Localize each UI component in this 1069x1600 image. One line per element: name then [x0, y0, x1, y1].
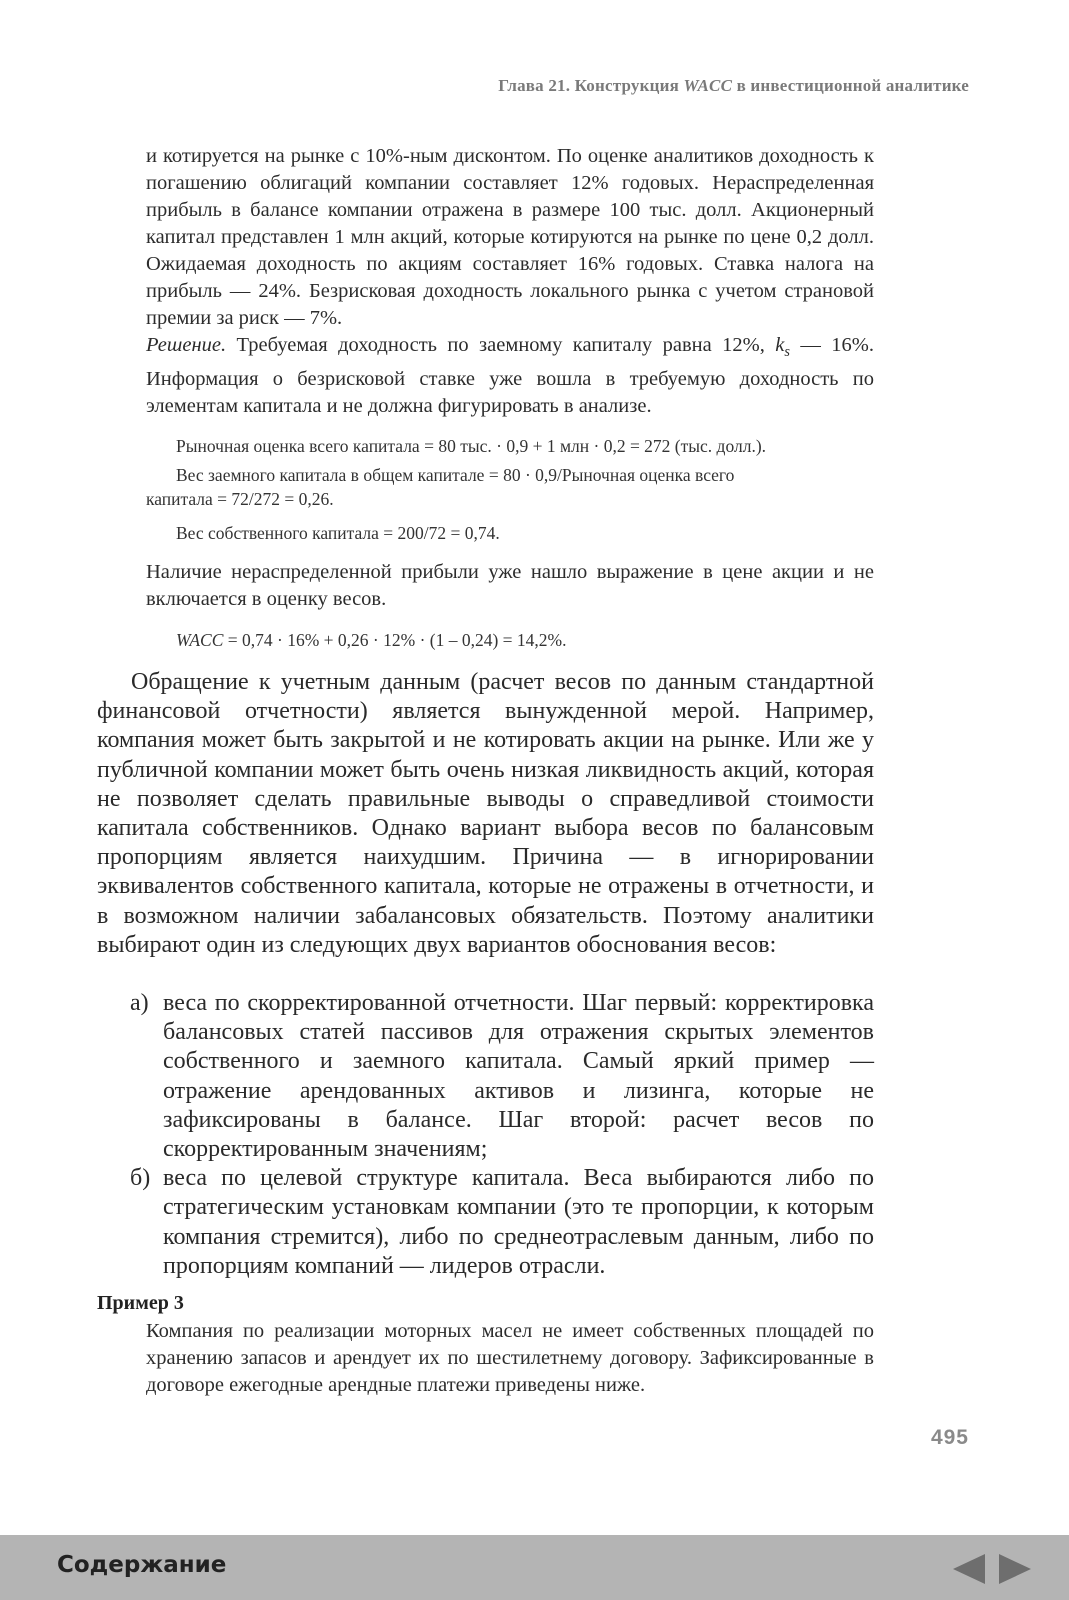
formula-wacc [176, 630, 567, 651]
list-item [130, 989, 874, 1164]
header-wacc: WACC [683, 76, 733, 95]
solution-label: Решение. [146, 334, 227, 356]
contents-link[interactable]: Содержание [57, 1552, 227, 1578]
list-item-text: веса по целевой структуре капитала. Веса выбираются либо по стратегическим установкам компании (это те пропорции, к которым компания стремится), либо по среднеотраслевым данным, либо по пропорциям компаний — лидеров отрасли. [163, 1165, 874, 1279]
running-header [498, 76, 969, 96]
example-block [146, 143, 874, 420]
wacc-label: WACC [176, 630, 224, 650]
example-paragraph-2 [146, 559, 874, 613]
page-number: 495 [930, 1426, 969, 1449]
next-page-icon[interactable] [999, 1554, 1031, 1584]
list-item [130, 1164, 874, 1281]
example3-text: Компания по реализации моторных масел не имеет собственных площадей по хранению запасов и арендует их по шестилетнему договору. Зафиксированные в договоре ежегодные арендные платежи приведены ниже. [146, 1320, 874, 1396]
header-prefix: Глава 21. Конструкция [498, 76, 684, 95]
formula-equity-weight: Вес собственного капитала = 200/72 = 0,74. [176, 523, 500, 543]
example3-title: Пример 3 [97, 1292, 184, 1314]
solution-text-a: Требуемая доходность по заемному капиталу равна 12%, [226, 334, 776, 356]
header-suffix: в инвестиционной аналитике [732, 76, 969, 95]
k-symbol: k [775, 334, 785, 356]
retained-earnings-note: Наличие нераспределенной прибыли уже нашло выражение в цене акции и не включается в оценку весов. [146, 561, 874, 610]
navigation-bar [0, 1535, 1069, 1600]
list-item-text: веса по скорректированной отчетности. Шаг первый: корректировка балансовых статей пассивов для отражения скрытых элементов собственного и заемного капитала. Самый яркий пример — отражение арендованных активов и лизинга, которые не зафиксированы в балансе. Шаг второй: расчет весов по скорректированным значениям; [163, 990, 874, 1163]
main-paragraph: Обращение к учетным данным (расчет весов по данным стандартной финансовой отчетности) является вынужденной мерой. Например, компания может быть закрытой и не котировать акции на рынке. Или же у публичной компании может быть очень низкая ликвидность акций, которая не позволяет сделать правильные выводы о справедливой стоимости капитала собственников. Однако вариант выбора весов по балансовым пропорциям является наихудшим. Причина — в игнорировании эквивалентов собственного капитала, которые не отражены в отчетности, и в возможном наличии забалансовых обязательств. Поэтому аналитики выбирают один из следующих двух вариантов обоснования весов: [97, 669, 874, 958]
k-subscript: s [784, 344, 790, 361]
solution-text-b: — 16%. Информация о безрисковой ставке уже вошла в требуемую доходность по элементам капитала и не должна фигурировать в анализе. [146, 334, 874, 418]
options-list [130, 989, 874, 1281]
main-body [97, 668, 874, 960]
formula-debt-weight-line1: Вес заемного капитала в общем капитале = 80 · 0,9/Рыночная оценка всего [176, 465, 735, 485]
prev-page-icon[interactable] [953, 1554, 985, 1584]
wacc-expression: = 0,74 · 16% + 0,26 · 12% · (1 – 0,24) = 14,2%. [223, 630, 567, 650]
solution-paragraph [146, 332, 874, 420]
list-marker: а) [130, 990, 149, 1016]
formula-debt-weight-line2: капитала = 72/272 = 0,26. [146, 489, 334, 509]
list-marker: б) [130, 1165, 151, 1192]
formula-market-value: Рыночная оценка всего капитала = 80 тыс. · 0,9 + 1 млн · 0,2 = 272 (тыс. долл.). [176, 436, 767, 456]
example-paragraph-1: и котируется на рынке с 10%-ным дисконтом. По оценке аналитиков доходность к погашению облигаций компании составляет 12% годовых. Нераспределенная прибыль в балансе компании отражена в размере 100 тыс. долл. Акционерный капитал представлен 1 млн акций, которые котируются на рынке по цене 0,2 долл. Ожидаемая доходность по акциям составляет 16% годовых. Ставка налога на прибыль — 24%. Безрисковая доходность локального рынка с учетом страновой премии за риск — 7%. [146, 145, 874, 329]
